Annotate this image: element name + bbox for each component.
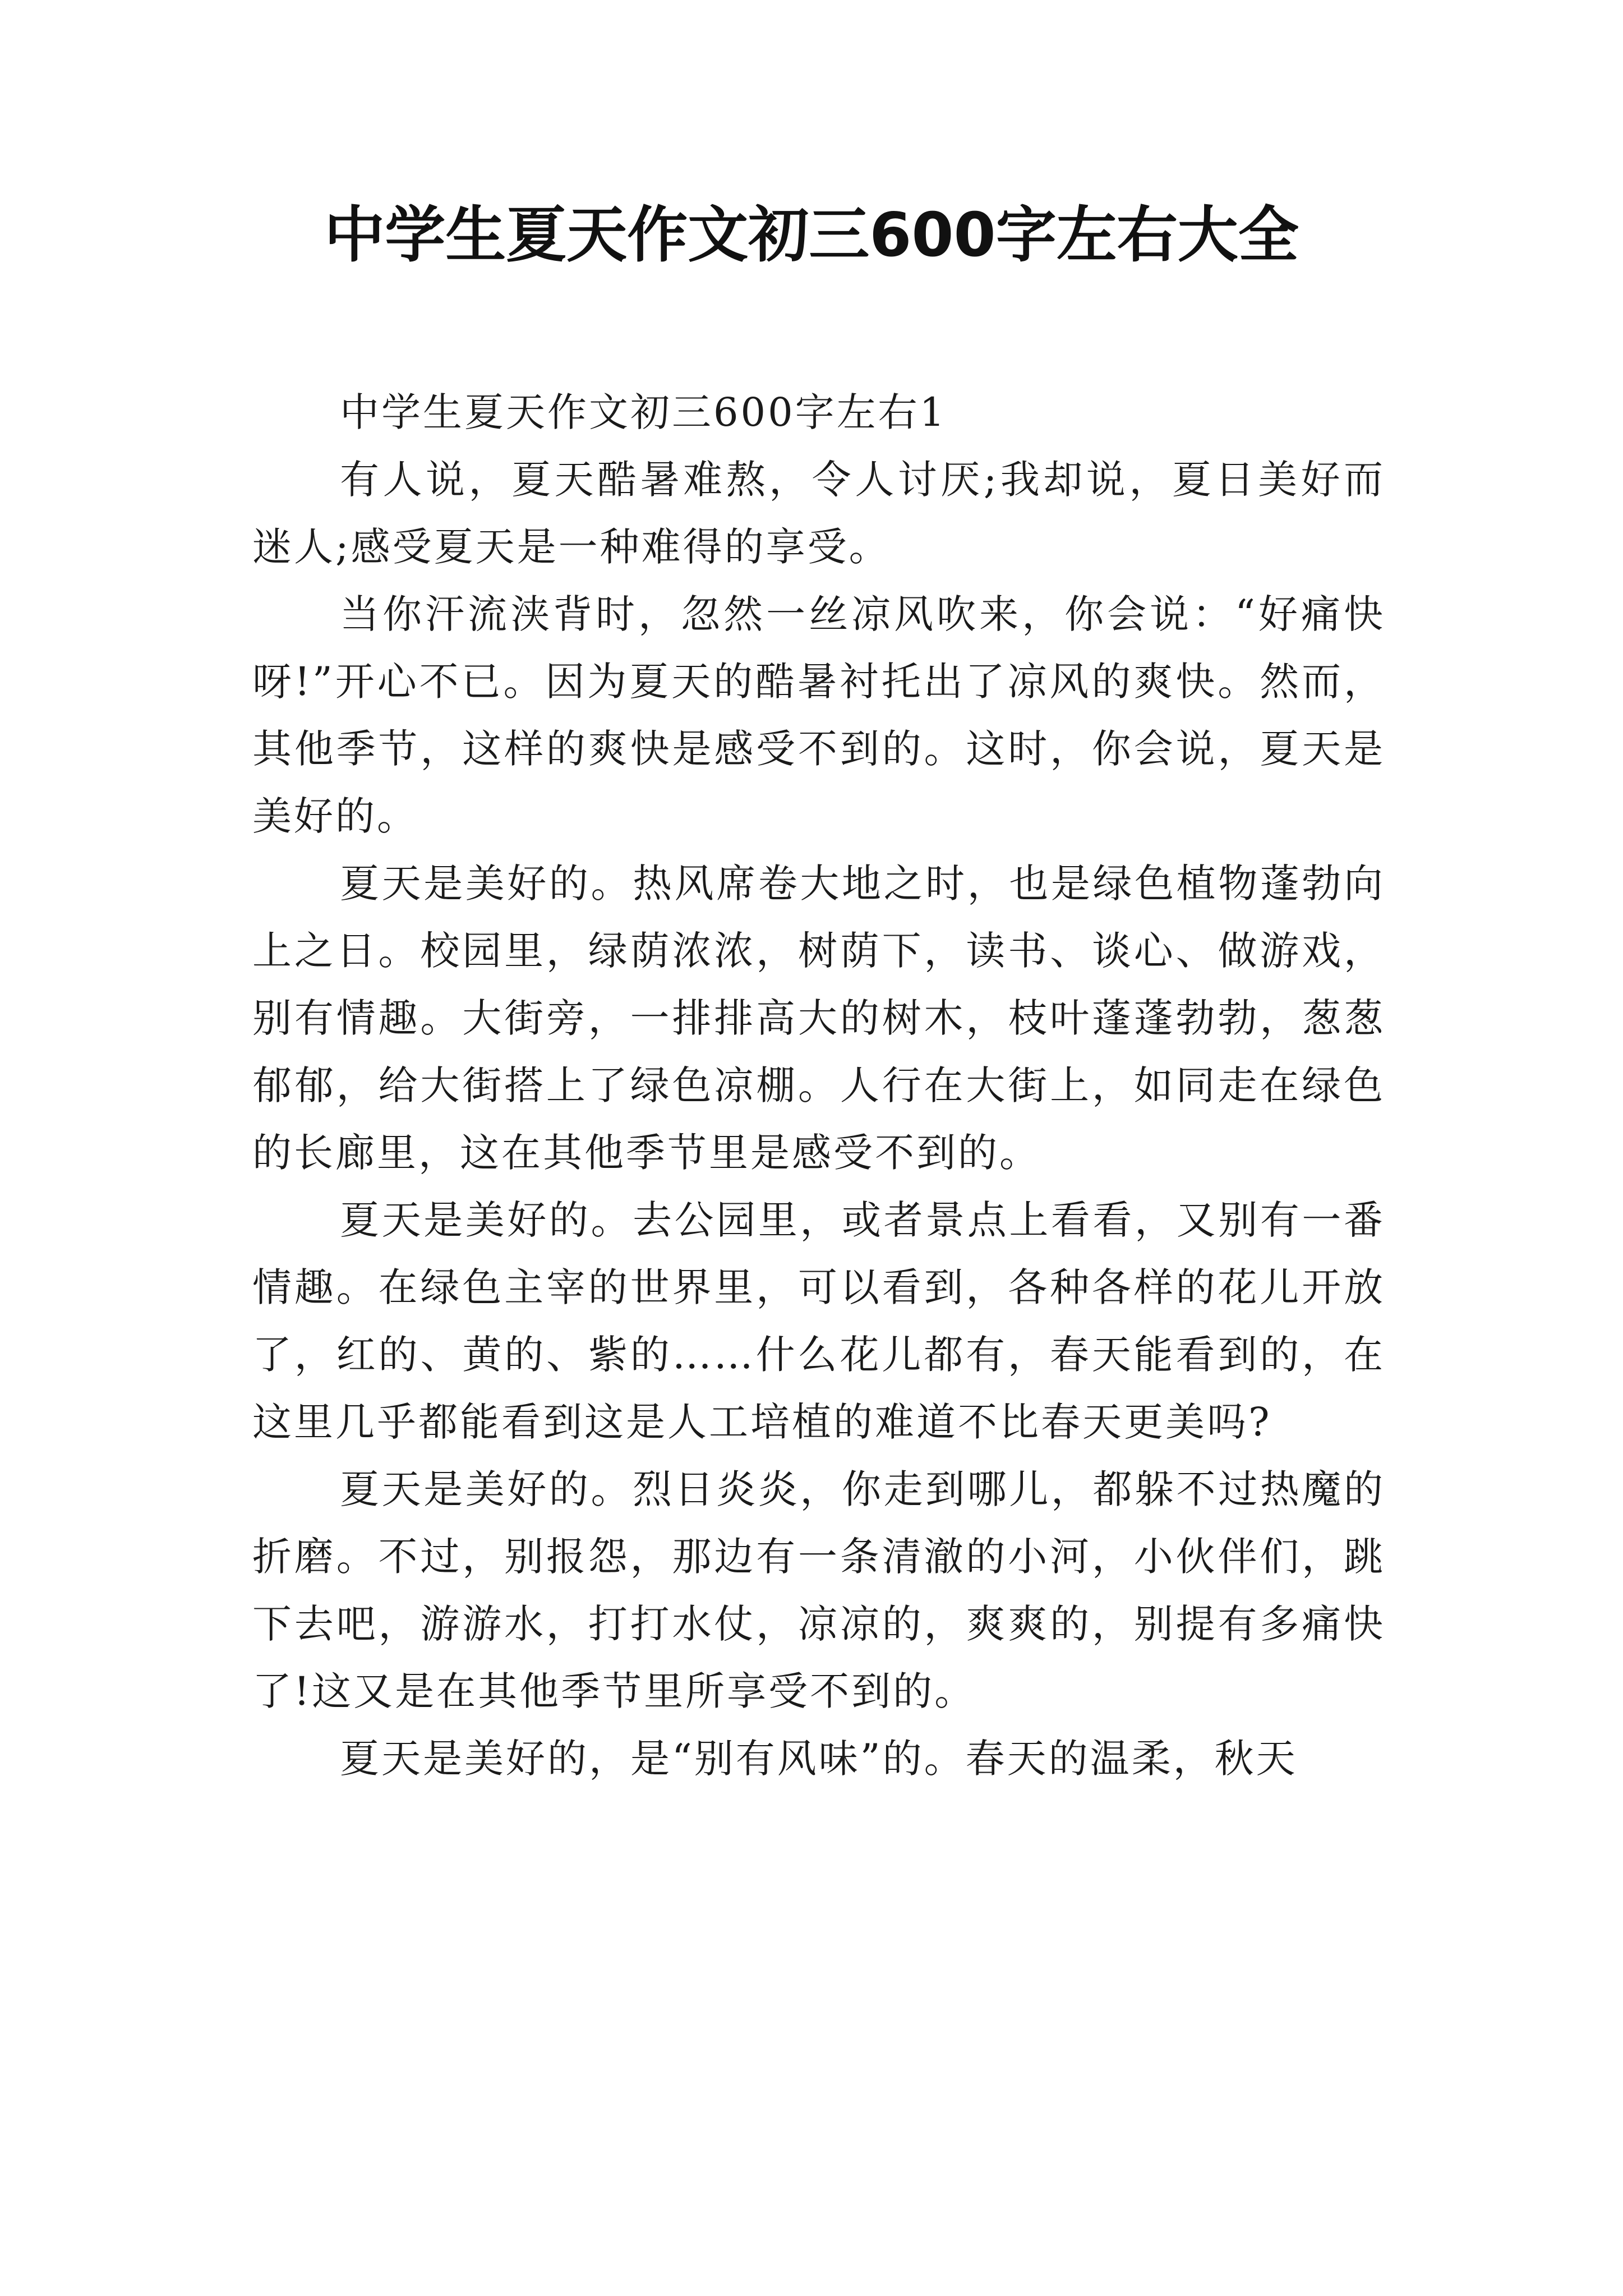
document-body [252, 379, 1385, 1792]
paragraph: 夏天是美好的。热风席卷大地之时，也是绿色植物蓬勃向上之日。校园里，绿荫浓浓，树荫下，读书、谈心、做游戏，别有情趣。大街旁，一排排高大的树木，枝叶蓬蓬勃勃，葱葱郁郁，给大街搭上了绿色凉棚。人行在大街上，如同走在绿色的长廊里，这在其他季节里是感受不到的。 [252, 861, 1385, 1176]
paragraph: 夏天是美好的，是“别有风味”的。春天的温柔，秋天 [340, 1736, 1298, 1782]
section-heading: 中学生夏天作文初三600字左右1 [340, 389, 947, 435]
paragraph: 有人说，夏天酷暑难熬，令人讨厌;我却说，夏日美好而迷人;感受夏天是一种难得的享受。 [252, 457, 1385, 570]
paragraph: 夏天是美好的。去公园里，或者景点上看看，又别有一番情趣。在绿色主宰的世界里，可以看到，各种各样的花儿开放了，红的、黄的、紫的……什么花儿都有，春天能看到的，在这里几乎都能看到这是人工培植的难道不比春天更美吗? [252, 1197, 1385, 1445]
paragraph: 夏天是美好的。烈日炎炎，你走到哪儿，都躲不过热魔的折磨。不过，别报怨，那边有一条清澈的小河，小伙伴们，跳下去吧，游游水，打打水仗，凉凉的，爽爽的，别提有多痛快了!这又是在其他季节里所享受不到的。 [252, 1466, 1385, 1714]
document-title: 中学生夏天作文初三600字左右大全 [324, 200, 1299, 270]
paragraph: 当你汗流浃背时，忽然一丝凉风吹来，你会说：“好痛快呀!”开心不已。因为夏天的酷暑衬托出了凉风的爽快。然而，其他季节，这样的爽快是感受不到的。这时，你会说，夏天是美好的。 [252, 591, 1385, 839]
